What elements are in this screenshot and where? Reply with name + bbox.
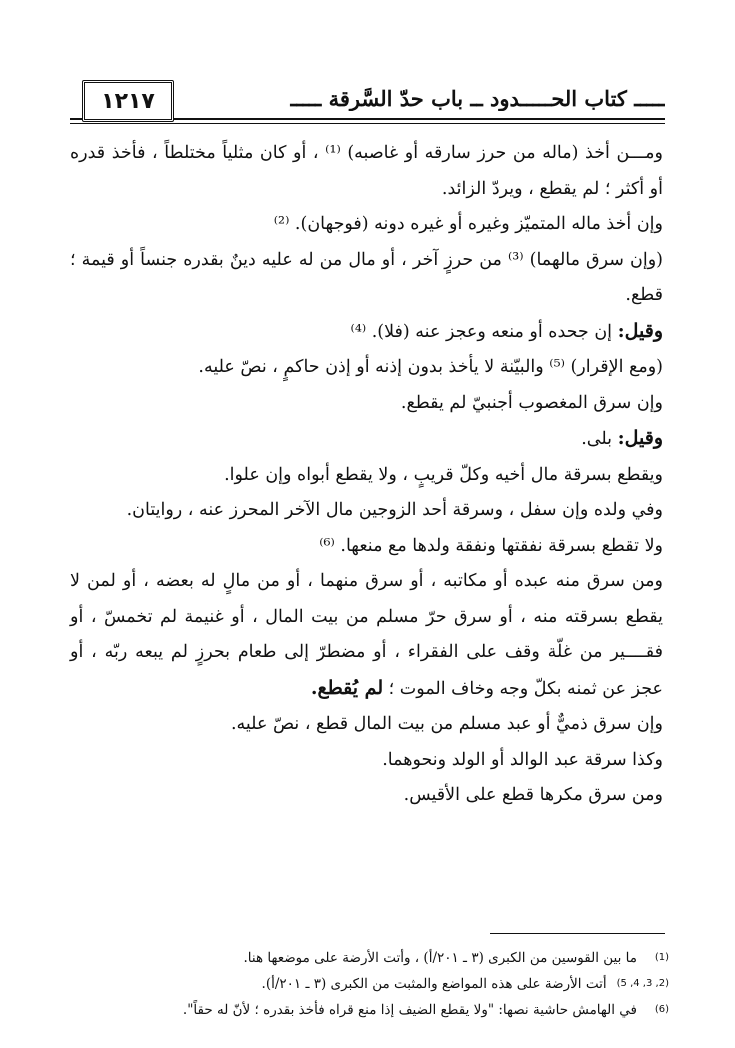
footnote-number: (1): [654, 952, 669, 963]
paragraph: ويقطع بسرقة مال أخيه وكلّ قريبٍ ، ولا يقطع أبواه وإن علوا.: [224, 464, 663, 485]
paragraph: وإن سرق المغصوب أجنبيّ لم يقطع.: [400, 392, 663, 413]
running-head: [245, 86, 665, 111]
paragraph: وقيل: بلى.: [581, 427, 663, 449]
body-text: [70, 136, 663, 814]
paragraph: وفي ولده وإن سفل ، وسرقة أحد الزوجين مال الآخر المحرز عنه ، روايتان.: [126, 500, 663, 520]
paragraph: ومن سرق مكرها قطع على الأقيس.: [403, 785, 663, 805]
paragraph: وكذا سرقة عبد الوالد أو الولد ونحوهما.: [382, 749, 663, 770]
running-title: ـــــ كتاب الحـــــدود ــ باب حدّ السَّرِقة ـــــ: [290, 86, 665, 111]
footnote-text: في الهامش حاشية نصها: "ولا يقطع الضيف إذا منع قراه فأخذ بقدره ؛ لأنّ له حقاً".: [182, 1002, 637, 1018]
footnote-number: (2, 3, 4, 5): [616, 978, 669, 989]
paragraph: (وإن سرق مالهما) ⁽³⁾ من حرزٍ آخر ، أو مال من له عليه دينٌ بقدره جنساً أو قيمة ؛ قطع.: [70, 249, 663, 305]
paragraph: وقيل: إن جحده أو منعه وعجز عنه (فلا). ⁽⁴⁾: [350, 319, 663, 342]
footnote: [70, 972, 669, 996]
page-number-box: [82, 80, 174, 122]
footnote-text: ما بين القوسين من الكبرى (٣ ـ ٢٠١/أ) ، وأتت الأرضة على موضعها هنا.: [243, 950, 637, 966]
paragraph: وإن سرق ذميٌّ أو عبد مسلم من بيت المال قطع ، نصّ عليه.: [230, 714, 663, 734]
paragraph: ومـــن أخذ (ماله من حرز سارقه أو غاصبه) ⁽¹⁾ ، أو كان مثلياً مختلطاً ، فأخذ قدره أو أكثر ؛ لم يقطع ، ويردّ الزائد.: [70, 143, 663, 199]
paragraph: (ومع الإقرار) ⁽⁵⁾ والبيّنة لا يأخذ بدون إذنه أو إذن حاكمٍ ، نصّ عليه.: [198, 357, 663, 377]
paragraph: ومن سرق منه عبده أو مكاتبه ، أو سرق منهما ، أو من مالٍ له بعضه ، أو لمن لا يقطع بسرقته منه ، أو سرق حرّ مسلم من بيت المال ، أو غنيمة لم تخمسّ ، أو فقــــير من غلّة وقف على الفقراء ، أو مضطرّ إلى طعام بحرزٍ لم يبعه ربّه ، أو عجز عن ثمنه بكلّ وجه وخاف الموت ؛ لم يُقطع.: [70, 571, 663, 699]
paragraph: ولا تقطع بسرقة نفقتها ونفقة ولدها مع منعها. ⁽⁶⁾: [319, 535, 663, 556]
page-number: ١٢١٧: [101, 88, 155, 114]
footnote-text: أتت الأرضة على هذه المواضع والمثبت من الكبرى (٣ ـ ٢٠١/أ).: [261, 976, 607, 992]
footnote: [70, 998, 669, 1022]
footnotes: [70, 946, 669, 1024]
footnote-number: (6): [654, 1004, 669, 1015]
paragraph: وإن أخذ ماله المتميّز وغيره أو غيره دونه (فوجهان). ⁽²⁾: [273, 214, 663, 234]
footnote-rule: [490, 933, 665, 934]
footnote: [70, 946, 669, 970]
